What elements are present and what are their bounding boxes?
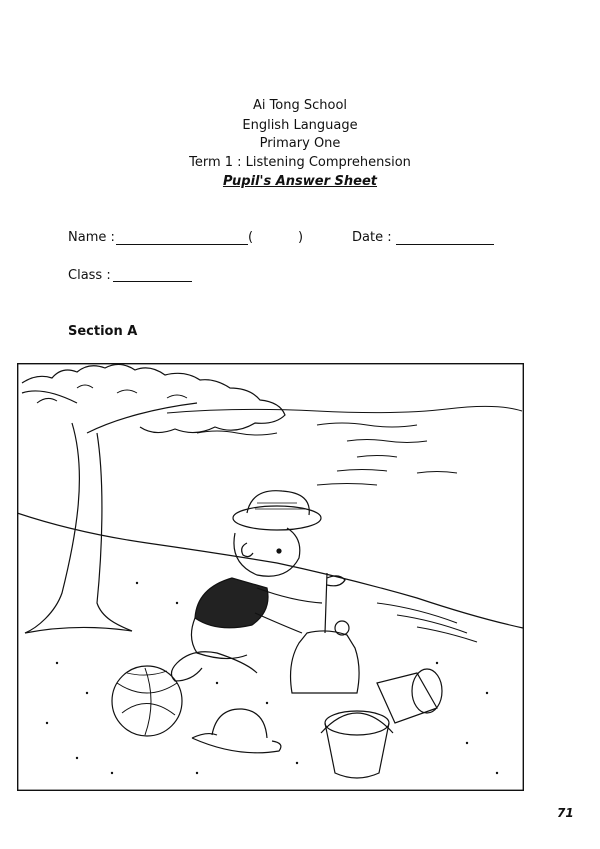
section-heading: Section A	[68, 324, 138, 339]
class-line[interactable]	[113, 281, 192, 282]
beach-illustration	[17, 363, 524, 791]
class-label: Class :	[68, 268, 111, 283]
boy	[171, 491, 322, 681]
subject-title: English Language	[242, 118, 358, 133]
date-label: Date :	[352, 230, 392, 245]
beach-ball	[112, 666, 182, 736]
date-line[interactable]	[396, 244, 494, 245]
sheet-title: Pupil's Answer Sheet	[222, 174, 378, 189]
bucket-back	[377, 669, 442, 723]
bucket-front	[321, 711, 393, 778]
name-label: Name :	[68, 230, 115, 245]
name-line[interactable]	[116, 244, 248, 245]
sand-dots	[46, 582, 498, 774]
register-paren-open: (	[248, 230, 254, 245]
sea	[167, 406, 522, 485]
boy-shirt	[195, 578, 268, 628]
register-paren-close: )	[298, 230, 304, 245]
level-title: Primary One	[259, 136, 341, 151]
school-name: Ai Tong School	[252, 98, 348, 113]
sun-hat	[192, 709, 281, 753]
page-number: 71	[557, 806, 574, 820]
paper-title: Term 1 : Listening Comprehension	[189, 155, 411, 170]
